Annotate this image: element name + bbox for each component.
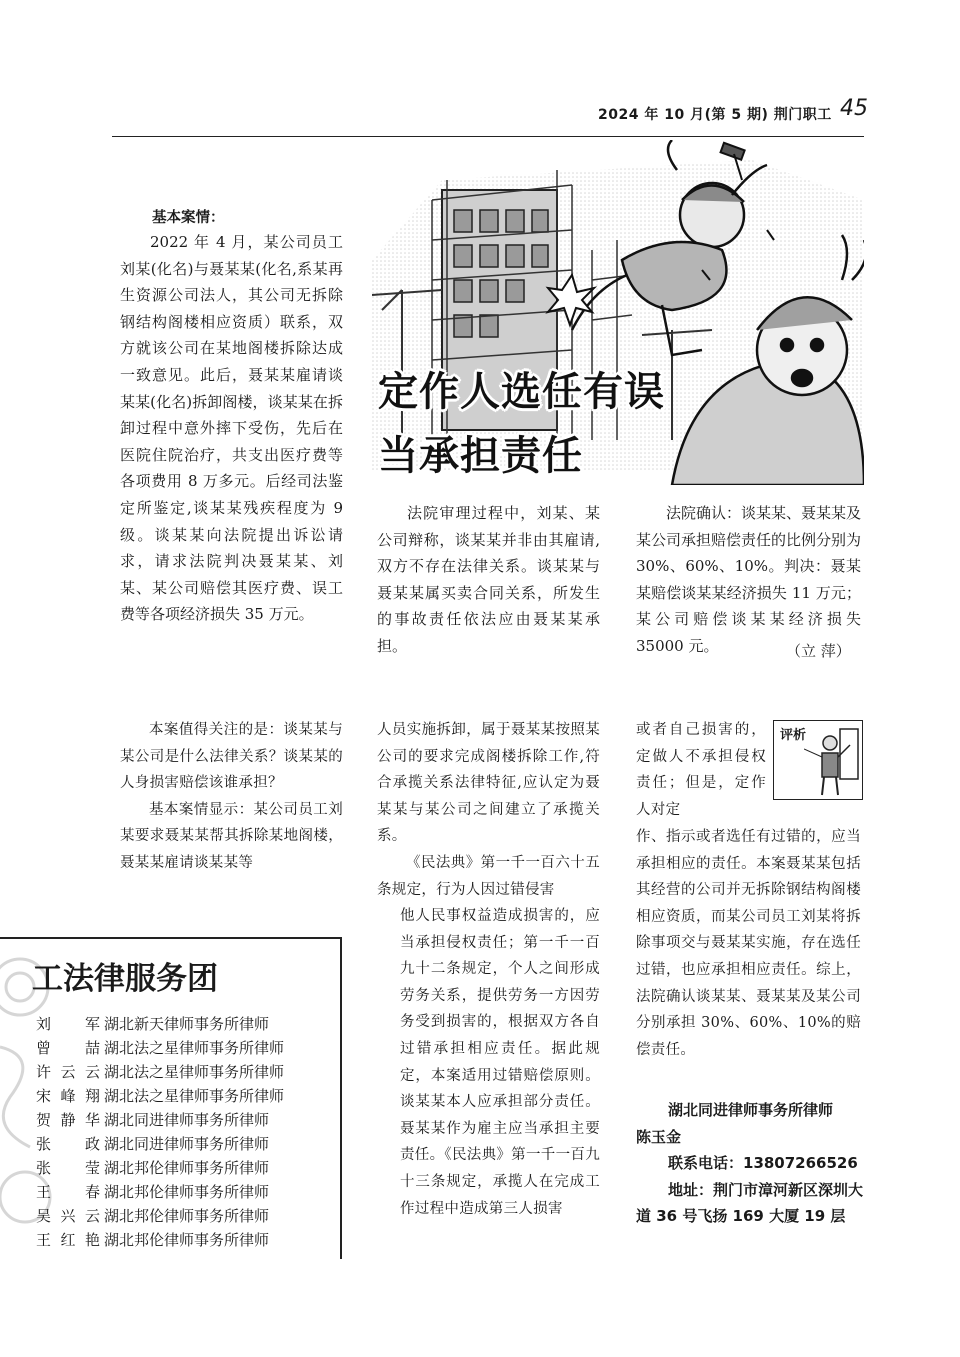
team-member: 张 莹 湖北邦伦律师事务所律师	[36, 1159, 270, 1177]
analysis-paragraph-5: 他人民事权益造成损害的，应当承担侵权责任；第一千一百九十二条规定，个人之间形成劳务关系，提供劳务一方因劳务受到损害的，根据双方各自过错承担相应责任。据此规定，本案适用过错赔偿原则。谈某某本人应承担部分责任。聂某某作为雇主应当承担主要责任。《民法典》第一千一百九十三条规定，承揽人在完成工作过程中造成第三人损害	[400, 908, 600, 1217]
team-member: 宋峰翔 湖北法之星律师事务所律师	[36, 1087, 285, 1105]
lawyer-contact	[636, 1097, 866, 1230]
team-member: 贺静华 湖北同进律师事务所律师	[36, 1111, 270, 1129]
verdict-column	[636, 500, 861, 660]
analysis-paragraph-4: 《民法典》第一千一百六十五条规定，行为人因过错侵害	[377, 854, 600, 898]
analysis-column-3-narrow	[636, 717, 766, 823]
presenter-icon	[804, 727, 860, 797]
team-member: 曾 喆 湖北法之星律师事务所律师	[36, 1039, 285, 1057]
team-member: 王 春 湖北邦伦律师事务所律师	[36, 1183, 270, 1201]
page-number: 45	[840, 96, 868, 121]
issue-header: 2024 年 10 月(第 5 期) 荆门职工	[598, 107, 832, 123]
analysis-column-2-top	[377, 717, 600, 903]
team-member: 王红艳 湖北邦伦律师事务所律师	[36, 1231, 270, 1249]
analysis-paragraph-7: 作、指示或者选任有过错的，应当承担相应的责任。本案聂某某包括其经营的公司并无拆除钢结构阁楼相应资质，而某公司员工刘某将拆除事项交与聂某某实施，存在选任过错，也应承担相应责任。综上，法院确认谈某某、聂某某及某公司分别承担 30%、60%、10%的赔偿责任。	[636, 829, 861, 1058]
analysis-paragraph-1: 本案值得关注的是：谈某某与某公司是什么法律关系？谈某某的人身损害赔偿该谁承担？	[120, 722, 343, 792]
legal-team-title: 工法律服务团	[32, 961, 218, 997]
lawyer-firm: 湖北同进律师事务所律师	[668, 1101, 834, 1119]
header-rule	[112, 136, 864, 137]
trial-paragraph: 法院审理过程中，刘某、某公司辩称，谈某某并非由其雇请,双方不存在法律关系。谈某某与聂某某属买卖合同关系，所发生的事故责任依法应由聂某某承担。	[377, 504, 600, 655]
lawyer-phone: 联系电话：13807266526	[668, 1154, 858, 1173]
article-title-line2: 当承担责任	[378, 433, 583, 479]
analysis-column-3-full	[636, 824, 861, 1063]
analysis-badge	[773, 720, 863, 800]
lawyer-address: 地址：荆门市漳河新区深圳大道 36 号飞扬 169 大厦 19 层	[636, 1180, 864, 1226]
analysis-column-2-narrow	[400, 903, 600, 1222]
analysis-column-1	[120, 717, 343, 877]
case-column	[120, 229, 343, 628]
analysis-badge-label: 评析	[780, 728, 807, 743]
team-member: 吴兴云 湖北邦伦律师事务所律师	[36, 1207, 270, 1225]
team-member: 许云云 湖北法之星律师事务所律师	[36, 1063, 285, 1081]
analysis-paragraph-6: 或者自己损害的，定做人不承担侵权责任；但是，定作人对定	[636, 722, 766, 818]
author-byline: （立 萍）	[786, 642, 851, 660]
case-paragraph: 2022 年 4 月，某公司员工刘某(化名)与聂某某(化名,系某再生资源公司法人，其公司无拆除钢结构阁楼相应资质）联系，双方就该公司在某地阁楼拆除达成一致意见。此后，聂某某雇请谈某某(化名)拆卸阁楼，谈某某在拆卸过程中意外摔下受伤，先后在医院住院治疗，共支出医疗费等各项费用 8 万多元。后经司法鉴定所鉴定,谈某某残疾程度为 9 级。谈某某向法院提出诉讼请求，请求法院判决聂某某、刘某、某公司赔偿其医疗费、误工费等各项经济损失 35 万元。	[120, 233, 343, 624]
team-member: 刘 军 湖北新天律师事务所律师	[36, 1015, 270, 1033]
article-title-line1: 定作人选任有误	[378, 369, 665, 415]
verdict-paragraph: 法院确认：谈某某、聂某某及某公司承担赔偿责任的比例分别为 30%、60%、10%。判决：聂某某赔偿谈某某经济损失 11 万元；某公司赔偿谈某某经济损失 35000 元。	[636, 504, 862, 655]
analysis-paragraph-3: 人员实施拆卸，属于聂某某按照某公司的要求完成阁楼拆除工作,符合承揽关系法律特征,应认定为聂某某与某公司之间建立了承揽关系。	[377, 722, 600, 845]
team-member: 张 政 湖北同进律师事务所律师	[36, 1135, 270, 1153]
lawyer-name: 陈玉金	[636, 1127, 682, 1146]
trial-column	[377, 500, 600, 660]
case-heading: 基本案情：	[152, 210, 225, 226]
analysis-paragraph-2: 基本案情显示：某公司员工刘某要求聂某某帮其拆除某地阁楼，聂某某雇请谈某某等	[120, 801, 343, 871]
